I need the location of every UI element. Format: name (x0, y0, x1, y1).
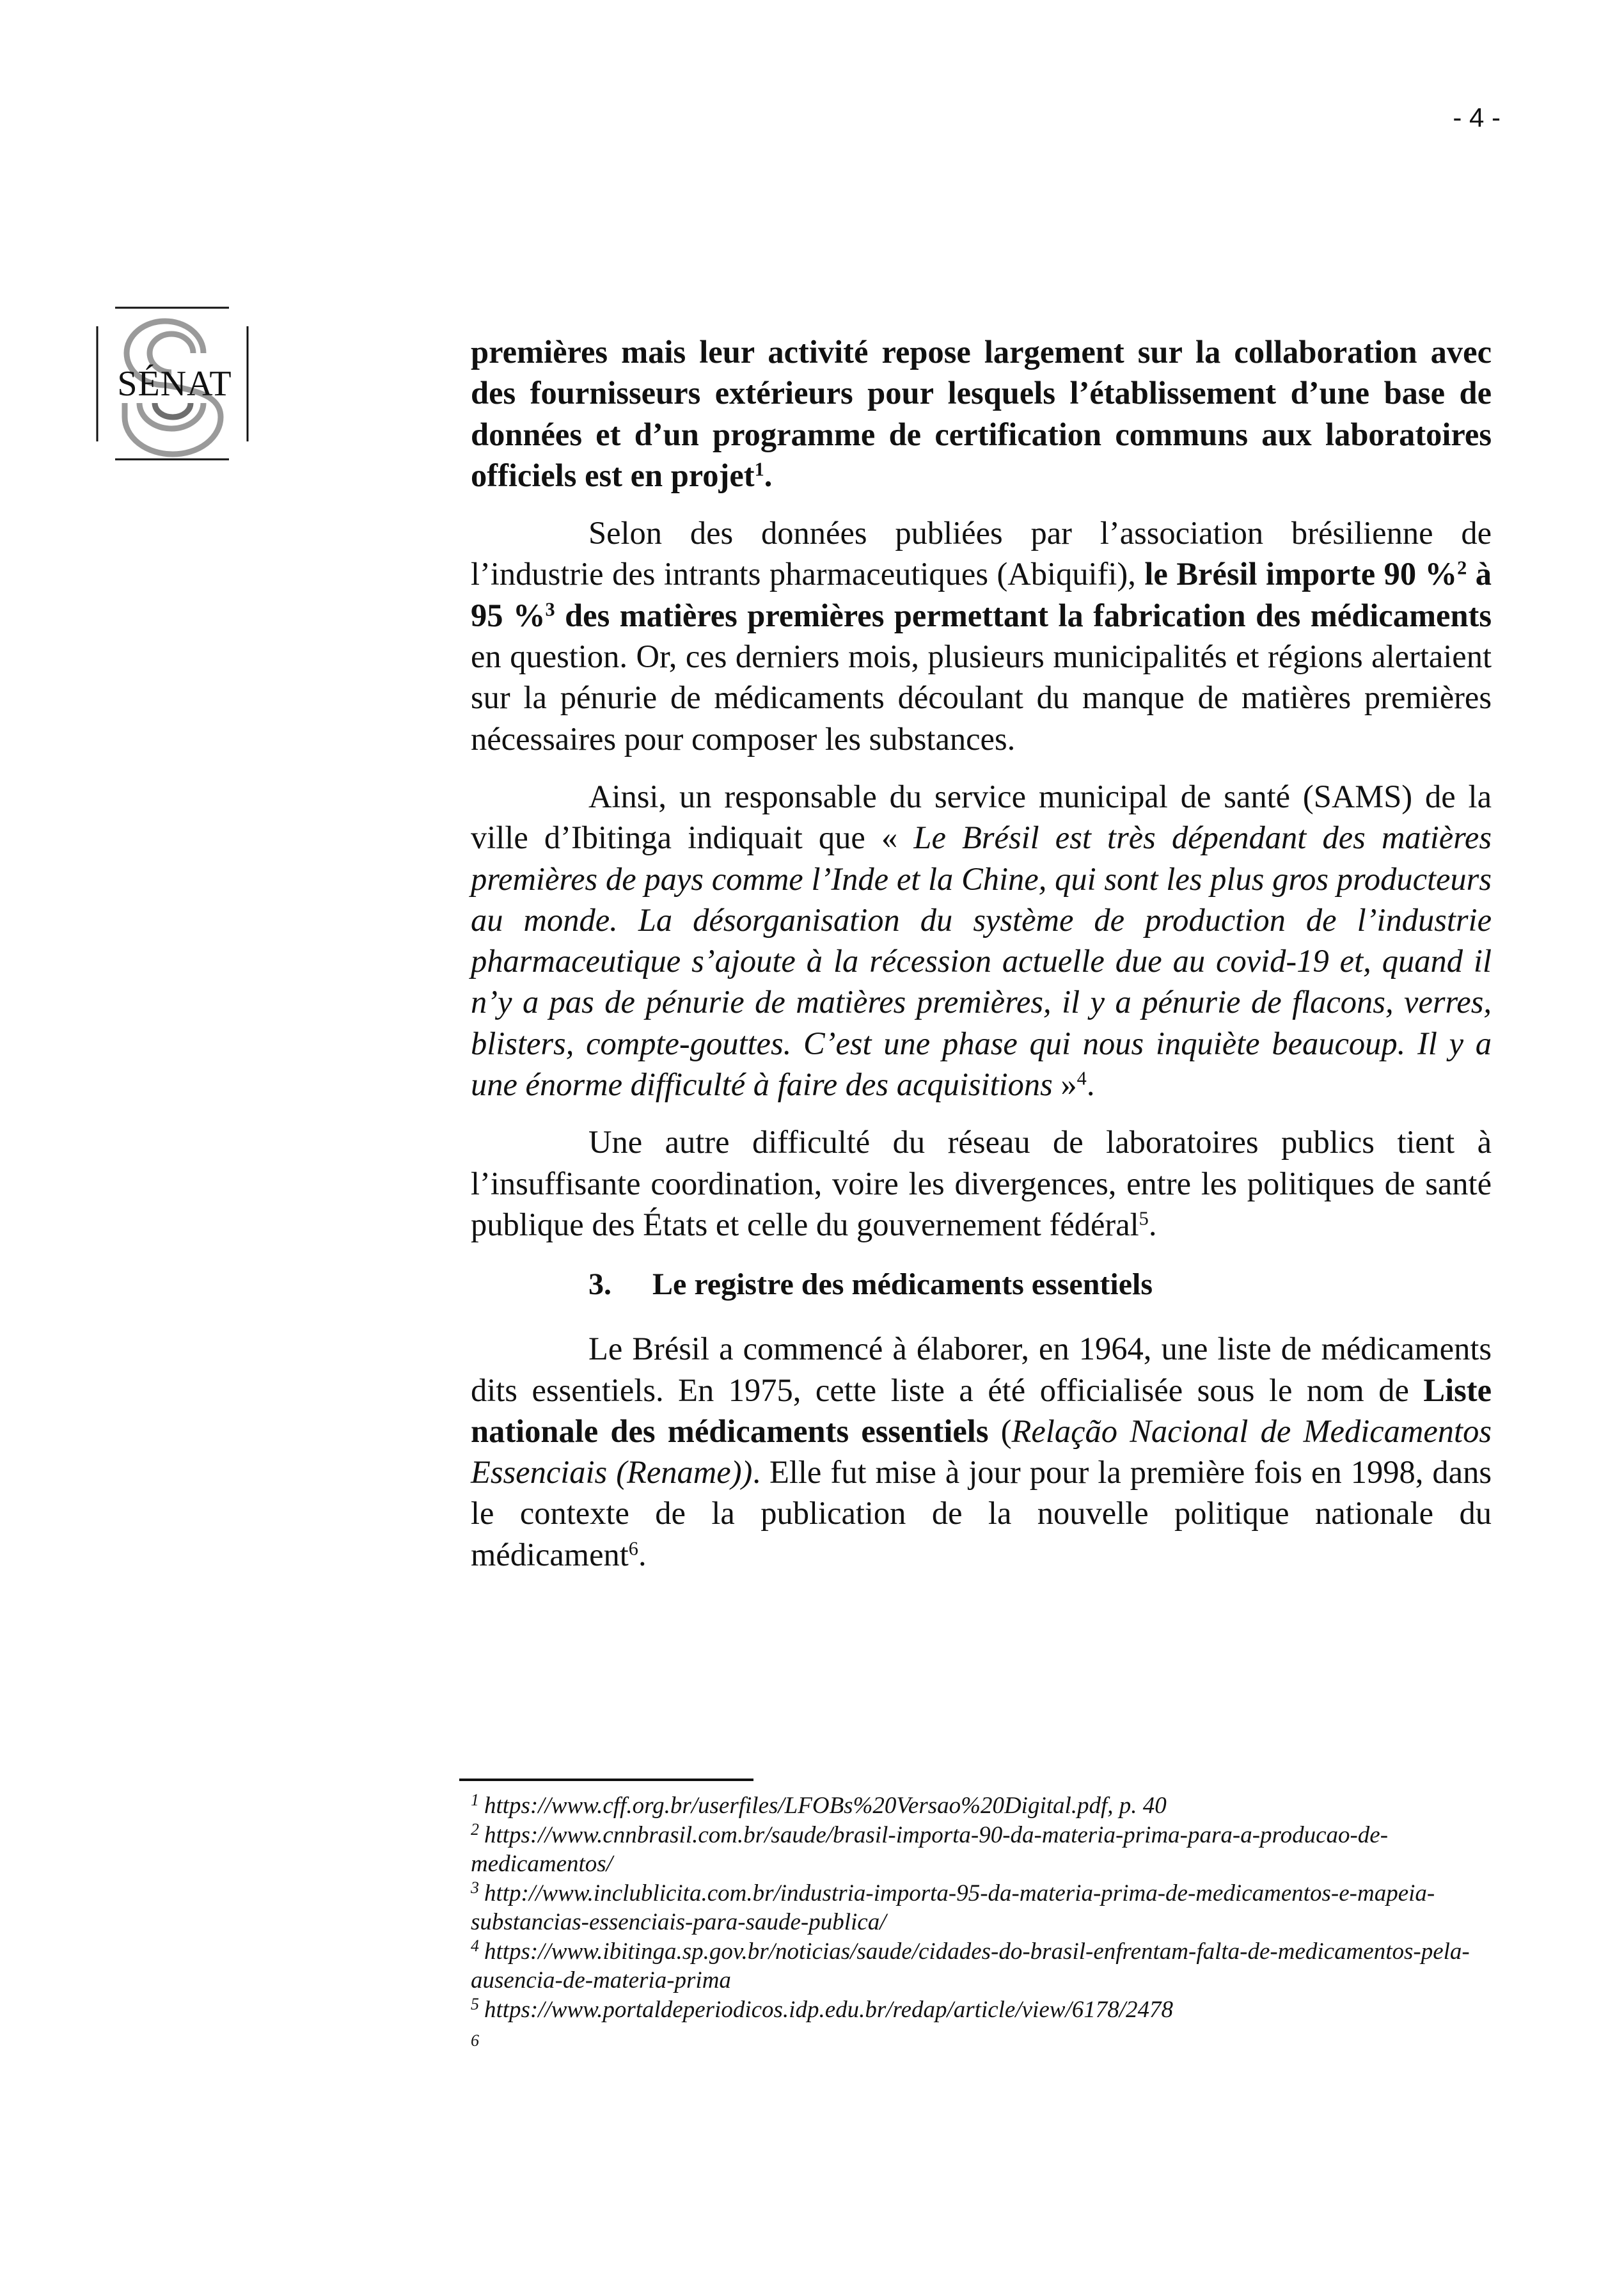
footnote-number: 5 (471, 1994, 479, 2013)
footnote-number: 6 (471, 2031, 479, 2050)
paragraph-text: Selon des données publiées par l’association brésilienne de l’industrie des intrants pharmaceutiques (Abiquifi), (471, 515, 1492, 592)
paragraph-text: Ainsi, un responsable du service municipal de santé (SAMS) de la ville d’Ibitinga indiquait que « (471, 778, 1492, 856)
footnote-3 (471, 1879, 1494, 1937)
paragraph-text: ( (988, 1413, 1012, 1449)
emphasis-text: des matières premières permettant la fabrication des médicaments (555, 597, 1492, 633)
paragraph-text: premières mais leur activité repose largement sur la collaboration avec des fournisseurs extérieurs pour lesquels l’établissement d’une base de données et d’un programme de certification communs aux laboratoires officiels est en projet (471, 334, 1492, 493)
footnote-link[interactable]: https://www.portaldeperiodicos.idp.edu.br/redap/article/view/6178/2478 (484, 1996, 1173, 2023)
footnote-link[interactable]: https://www.cnnbrasil.com.br/saude/brasil-importa-90-da-materia-prima-para-a-producao-de-medicamentos/ (471, 1821, 1389, 1877)
paragraph-text: Le Brésil a commencé à élaborer, en 1964, une liste de médicaments dits essentiels. En 1975, cette liste a été officialisée sous le nom de (471, 1331, 1492, 1408)
body-column (471, 331, 1492, 1592)
footnote-number: 2 (471, 1819, 479, 1839)
paragraph-1 (471, 331, 1492, 496)
footnote-link[interactable]: https://www.ibitinga.sp.gov.br/noticias/saude/cidades-do-brasil-enfrentam-falta-de-medicamentos-pela-ausencia-de-materia-prima (471, 1938, 1470, 1993)
footnote-link[interactable]: http://www.inclublicita.com.br/industria-importa-95-da-materia-prima-de-medicamentos-e-mapeia-substancias-essenciais-para-saude-publica/ (471, 1880, 1435, 1935)
footnote-1 (471, 1791, 1494, 1821)
footnote-link[interactable]: https://www.cff.org.br/userfiles/LFOBs%20Versao%20Digital.pdf, p. 40 (484, 1793, 1167, 1819)
paragraph-end: . (764, 457, 773, 493)
footnote-5 (471, 1995, 1494, 2025)
paragraph-text: . Elle fut mise à jour pour la première fois en 1998, dans le contexte de la publication de la nouvelle politique nationale du médicament (471, 1454, 1492, 1573)
footnote-2 (471, 1821, 1494, 1879)
page-number: - 4 - (1453, 102, 1501, 132)
footnote-number: 3 (471, 1878, 479, 1897)
quotation: Le Brésil est très dépendant des matières premières de pays comme l’Inde et la Chine, qui sont les plus gros producteurs au monde. La désorganisation du système de production de l’industrie pharmaceutique s’ajoute à la récession actuelle due au covid-19 et, quand il n’y a pas de pénurie de matières premières, il y a pénurie de flacons, verres, blisters, compte-gouttes. C’est une phase qui nous inquiète beaucoup. Il y a une énorme difficulté à faire des acquisitions (471, 820, 1492, 1103)
paragraph-end: . (1086, 1066, 1095, 1103)
paragraph-text: » (1052, 1066, 1077, 1103)
footnote-4 (471, 1937, 1494, 1995)
footnote-number: 1 (471, 1791, 479, 1810)
section-title: Le registre des médicaments essentiels (652, 1267, 1153, 1302)
paragraph-2 (471, 512, 1492, 759)
footnote-ref[interactable]: 4 (1076, 1067, 1087, 1089)
paragraph-text: Une autre difficulté du réseau de laboratoires publics tient à l’insuffisante coordination, voire les divergences, entre les politiques de santé publique des États et celle du gouvernement fédéral (471, 1124, 1492, 1242)
paragraph-text: en question. Or, ces derniers mois, plusieurs municipalités et régions alertaient sur la pénurie de médicaments découlant du manque de matières premières nécessaires pour composer les substances. (471, 638, 1492, 757)
footnote-separator (459, 1779, 753, 1781)
senat-logo (90, 301, 256, 467)
footnote-ref[interactable]: 6 (628, 1537, 638, 1560)
paragraph-end: . (638, 1536, 647, 1573)
footnote-ref[interactable]: 1 (754, 458, 764, 480)
footnote-ref[interactable]: 2 (1457, 557, 1467, 579)
footnotes (471, 1791, 1494, 2054)
logo-text: SÉNAT (117, 364, 232, 404)
section-number: 3. (588, 1267, 611, 1302)
footnote-6 (471, 2024, 1494, 2054)
emphasis-text: Liste nationale des médicaments essentiels (471, 1372, 1492, 1449)
paragraph-5 (471, 1328, 1492, 1575)
footnote-ref[interactable]: 5 (1139, 1207, 1149, 1230)
italic-term: Relação Nacional de Medicamentos Essenciais (Rename)) (471, 1413, 1492, 1491)
paragraph-4 (471, 1121, 1492, 1245)
emphasis-text: le Brésil importe 90 % (1144, 556, 1458, 592)
paragraph-3 (471, 776, 1492, 1105)
footnote-ref[interactable]: 3 (545, 598, 555, 621)
section-heading (471, 1264, 1492, 1305)
emphasis-text: à 95 % (471, 556, 1492, 633)
footnote-number: 4 (471, 1936, 479, 1955)
paragraph-end: . (1148, 1206, 1157, 1242)
